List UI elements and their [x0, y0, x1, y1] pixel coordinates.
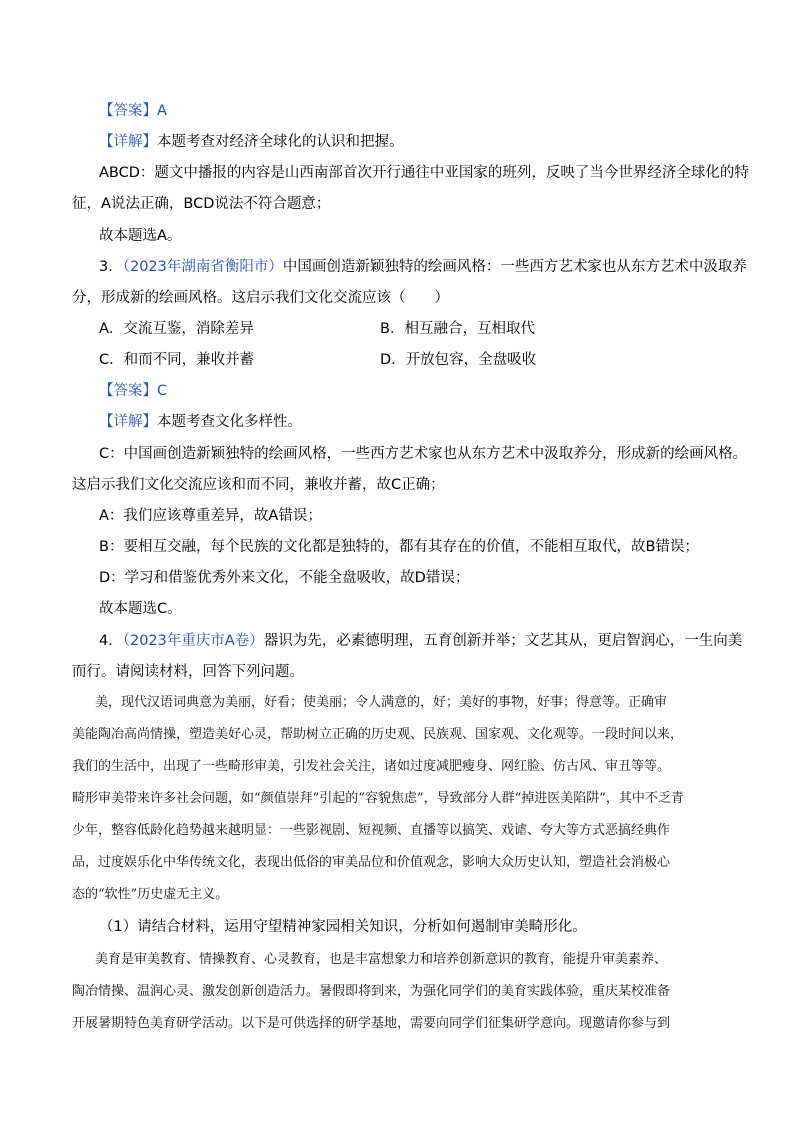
option-a: A．交流互鉴，消除差异 — [99, 321, 254, 337]
question-4-stem — [99, 631, 759, 651]
analysis-line: 这启示我们文化交流应该和而不同，兼收并蓄，故C正确； — [72, 477, 445, 493]
option-c: C．和而不同，兼收并蓄 — [99, 352, 255, 368]
material-line: 开展暑期特色美育研学活动。以下是可供选择的研学基地，需要向同学们征集研学意向。现邀请你参与到 — [72, 1016, 671, 1031]
sub-question-1: （1）请结合材料，运用守望精神家园相关知识，分析如何遏制审美畸形化。 — [99, 919, 587, 935]
answer-label: 【答案】 — [99, 383, 157, 399]
answer-line — [99, 381, 759, 401]
detail-text: 本题考查文化多样性。 — [157, 414, 302, 430]
analysis-line: B：要相互交融，每个民族的文化都是独特的，都有其存在的价值，不能相互取代，故B错误； — [99, 539, 699, 555]
question-number: 3． — [99, 259, 123, 275]
detail-text: 本题考查对经济全球化的认识和把握。 — [157, 134, 404, 150]
conclusion-line: 故本题选A。 — [99, 228, 182, 244]
analysis-line: ABCD：题文中播报的内容是山西南部首次开行通往中亚国家的班列，反映了当今世界经济全球化的特 — [99, 165, 749, 181]
material-line: 美育是审美教育、情操教育、心灵教育，也是丰富想象力和培养创新意识的教育，能提升审美素养、 — [95, 952, 668, 967]
analysis-line: A：我们应该尊重差异，故A错误； — [99, 508, 322, 524]
analysis-line: D：学习和借鉴优秀外来文化，不能全盘吸收，故D错误； — [99, 570, 470, 586]
detail-label: 【详解】 — [99, 414, 157, 430]
material-line: 陶冶情操、温润心灵、激发创新创造活力。暑假即将到来，为强化同学们的美育实践体验，重庆某校准备 — [72, 984, 671, 999]
material-line: 品，过度娱乐化中华传统文化，表现出低俗的审美品位和价值观念，影响大众历史认知，塑造社会消极心 — [72, 855, 671, 870]
detail-line — [99, 412, 759, 432]
question-3-stem-cont: 分，形成新的绘画风格。这启示我们文化交流应该（ ） — [72, 290, 449, 306]
option-d: D．开放包容，全盘吸收 — [380, 352, 537, 368]
answer-value: A — [157, 103, 167, 119]
answer-label: 【答案】 — [99, 103, 157, 119]
material-line: 畸形审美带来许多社会问题，如“颜值崇拜”引起的“容貌焦虑”，导致部分人群“掉进医美陷阱”，其中不乏青 — [72, 791, 684, 806]
analysis-line: C：中国画创造新颖独特的绘画风格，一些西方艺术家也从东方艺术中汲取养分，形成新的绘画风格。 — [99, 446, 748, 462]
detail-label: 【详解】 — [99, 134, 157, 150]
answer-value: C — [157, 383, 168, 399]
material-line: 美，现代汉语词典意为美丽，好看；使美丽；令人满意的，好；美好的事物，好事；得意等。正确审 — [95, 695, 668, 710]
conclusion-line: 故本题选C。 — [99, 601, 182, 617]
analysis-line: 征，A说法正确，BCD说法不符合题意； — [72, 196, 331, 212]
option-b: B．相互融合，互相取代 — [380, 321, 535, 337]
material-line: 美能陶冶高尚情操，塑造美好心灵，帮助树立正确的历史观、民族观、国家观、文化观等。一段时间以来， — [72, 727, 684, 742]
material-line: 我们的生活中，出现了一些畸形审美，引发社会关注，诸如过度减肥瘦身、网红脸、仿古风、审丑等等。 — [72, 759, 671, 774]
question-3-stem — [99, 257, 759, 277]
material-line: 少年，整容低龄化趋势越来越明显：一些影视剧、短视频、直播等以搞笑、戏谑、夸大等方式恶搞经典作 — [72, 823, 671, 838]
question-text: 器识为先，必素德明理，五育创新并举；文艺其从，更启智润心，一生向美 — [263, 633, 743, 649]
question-text: 中国画创造新颖独特的绘画风格：一些西方艺术家也从东方艺术中汲取养 — [282, 259, 747, 275]
detail-line — [99, 132, 759, 152]
question-source: （2023年湖南省衡阳市） — [122, 259, 283, 275]
question-source: （2023年重庆市A卷） — [122, 633, 264, 649]
question-4-stem-cont: 而行。请阅读材料，回答下列问题。 — [72, 664, 304, 680]
question-number: 4． — [99, 633, 123, 649]
material-line: 态的“软性”历史虚无主义。 — [72, 887, 229, 902]
answer-line — [99, 101, 759, 121]
